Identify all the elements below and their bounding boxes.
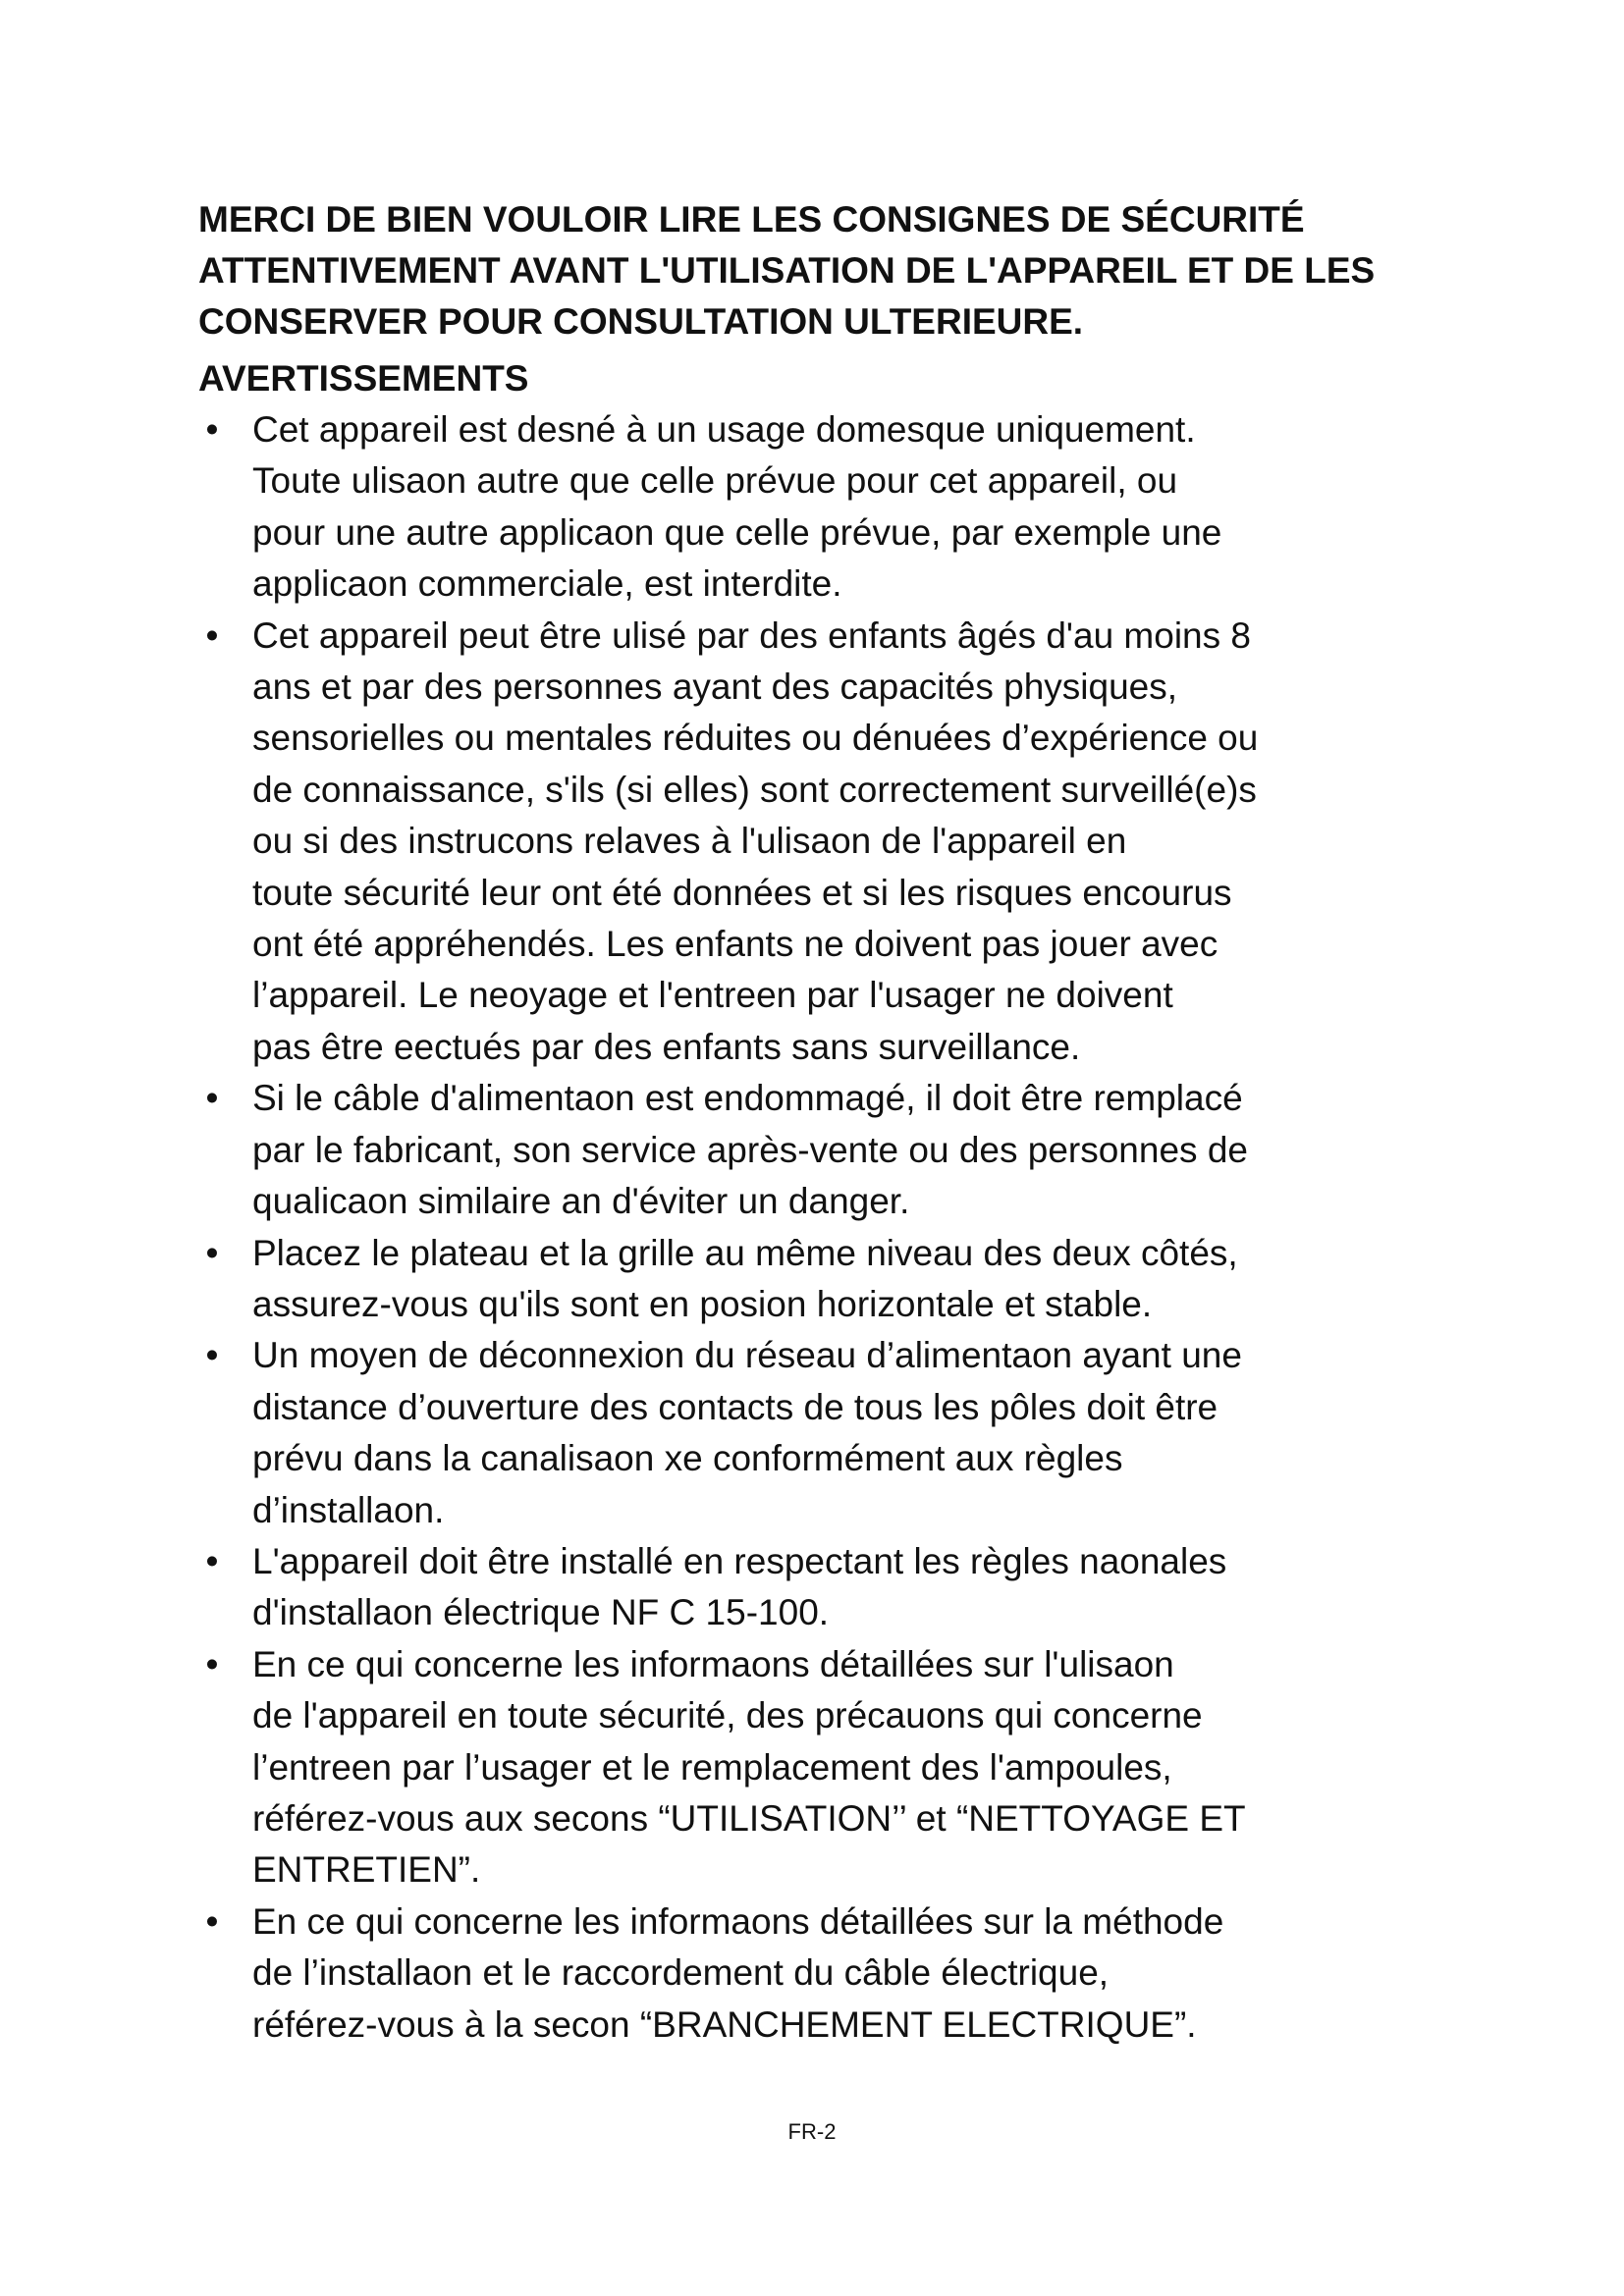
document-page [198, 194, 1475, 2051]
warnings-list [198, 404, 1475, 2051]
warning-line: En ce qui concerne les informaons détaillées sur la méthode [252, 1900, 1224, 1942]
warning-line: Toute ulisaon autre que celle prévue pour cet appareil, ou [252, 460, 1178, 502]
bullet-icon: • [205, 1232, 219, 1273]
bullet-icon: • [205, 1900, 219, 1942]
warning-line: Cet appareil est desné à un usage domesque uniquement. [252, 409, 1196, 450]
warning-line: L'appareil doit être installé en respectant les règles naonales [252, 1540, 1227, 1581]
warning-line: de l’installaon et le raccordement du câble électrique, [252, 1952, 1110, 1994]
bullet-icon: • [205, 614, 219, 656]
safety-header [198, 194, 1475, 347]
warning-line: pas être eectués par des enfants sans surveillance. [252, 1026, 1081, 1067]
warning-line: En ce qui concerne les informaons détaillées sur l'ulisaon [252, 1643, 1174, 1684]
warning-line: l’entreen par l’usager et le remplacement des l'ampoules, [252, 1746, 1172, 1788]
bullet-icon: • [205, 1078, 219, 1119]
warning-line: référez-vous aux secons “UTILISATION’’ et “NETTOYAGE ET [252, 1797, 1246, 1839]
warning-line: toute sécurité leur ont été données et si les risques encourus [252, 872, 1232, 913]
warning-item [198, 1228, 1475, 1331]
safety-header-line: ATTENTIVEMENT AVANT L'UTILISATION DE L'APPAREIL ET DE LES [198, 250, 1376, 291]
bullet-icon: • [205, 1335, 219, 1376]
safety-header-line: CONSERVER POUR CONSULTATION ULTERIEURE. [198, 301, 1084, 342]
warning-item [198, 611, 1475, 1074]
warning-line: ont été appréhendés. Les enfants ne doivent pas jouer avec [252, 924, 1218, 965]
warning-line: d'installaon électrique NF C 15-100. [252, 1592, 830, 1633]
bullet-icon: • [205, 1540, 219, 1581]
warning-line: distance d’ouverture des contacts de tous les pôles doit être [252, 1386, 1218, 1427]
safety-header-line: MERCI DE BIEN VOULOIR LIRE LES CONSIGNES DE SÉCURITÉ [198, 199, 1305, 240]
warning-line: applicaon commerciale, est interdite. [252, 563, 842, 605]
warning-line: d’installaon. [252, 1489, 445, 1530]
warning-line: l’appareil. Le neoyage et l'entreen par l'usager ne doivent [252, 975, 1173, 1016]
warning-line: assurez-vous qu'ils sont en posion horizontale et stable. [252, 1283, 1153, 1324]
warning-line: ENTRETIEN”. [252, 1849, 481, 1891]
warning-line: sensorielles ou mentales réduites ou dénuées d’expérience ou [252, 718, 1259, 759]
warning-line: par le fabricant, son service après-vente ou des personnes de [252, 1129, 1248, 1170]
warning-line: prévu dans la canalisaon xe conformément aux règles [252, 1438, 1123, 1479]
warning-line: Un moyen de déconnexion du réseau d’alimentaon ayant une [252, 1335, 1242, 1376]
warning-item [198, 1639, 1475, 1896]
warning-line: référez-vous à la secon “BRANCHEMENT ELECTRIQUE”. [252, 2003, 1197, 2045]
page-number: FR-2 [787, 2119, 837, 2144]
warning-item [198, 1073, 1475, 1227]
warning-item [198, 1330, 1475, 1536]
warning-line: ans et par des personnes ayant des capacités physiques, [252, 667, 1178, 708]
bullet-icon: • [205, 409, 219, 450]
warning-item [198, 1896, 1475, 2051]
warning-line: ou si des instrucons relaves à l'ulisaon de l'appareil en [252, 821, 1127, 862]
warning-line: Placez le plateau et la grille au même niveau des deux côtés, [252, 1232, 1238, 1273]
warning-line: Cet appareil peut être ulisé par des enfants âgés d'au moins 8 [252, 614, 1251, 656]
warning-item [198, 404, 1475, 611]
warning-line: qualicaon similaire an d'éviter un danger. [252, 1181, 910, 1222]
warning-line: de l'appareil en toute sécurité, des précauons qui concerne [252, 1695, 1203, 1736]
section-title-warnings: AVERTISSEMENTS [198, 358, 529, 399]
warning-line: pour une autre applicaon que celle prévue, par exemple une [252, 511, 1222, 553]
bullet-icon: • [205, 1643, 219, 1684]
warning-line: de connaissance, s'ils (si elles) sont correctement surveillé(e)s [252, 769, 1257, 810]
warning-line: Si le câble d'alimentaon est endommagé, il doit être remplacé [252, 1078, 1243, 1119]
warning-item [198, 1536, 1475, 1639]
